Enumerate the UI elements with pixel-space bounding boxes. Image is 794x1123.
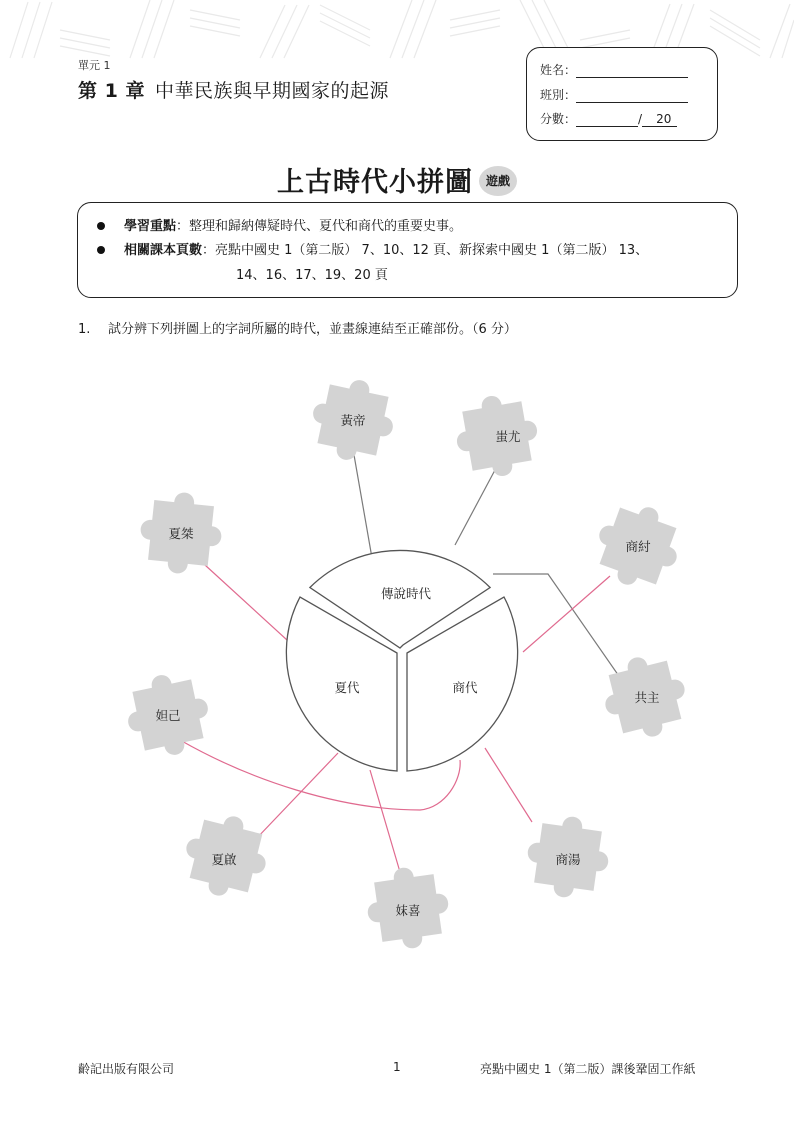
line-chiyou[interactable] <box>455 470 495 545</box>
footer-book-title: 亮點中國史 1（第二版）課後鞏固工作紙 <box>480 1062 696 1076</box>
piece-label-shangzhou: 商紂 <box>625 539 651 554</box>
focus-item-2 <box>124 239 648 258</box>
line-shangzhou[interactable] <box>523 576 610 652</box>
score-slash: / <box>638 112 643 126</box>
piece-label-meixi: 妺喜 <box>395 903 421 918</box>
game-title-text: 上古時代小拼圖 <box>277 167 473 198</box>
class-label: 班別： <box>540 88 577 102</box>
class-field[interactable] <box>576 90 688 103</box>
game-badge: 遊戲 <box>479 166 517 196</box>
sector-label-xia: 夏代 <box>334 680 360 695</box>
question-text: 試分辨下列拼圖上的字詞所屬的時代，並畫線連結至正確部份。（6 分） <box>108 322 517 337</box>
question-1 <box>78 318 517 337</box>
piece-label-xiajie: 夏桀 <box>168 526 194 541</box>
piece-label-huangdi: 黃帝 <box>340 413 366 428</box>
chapter-number: 第 1 章 <box>78 80 145 102</box>
bullet-icon <box>97 222 105 230</box>
piece-label-gonggong: 共主 <box>634 690 660 705</box>
class-row <box>540 86 688 103</box>
bullet-icon <box>97 246 105 254</box>
score-label: 分數： <box>540 112 577 126</box>
sector-label-shang: 商代 <box>452 680 478 695</box>
score-row <box>540 110 677 127</box>
learning-focus-box <box>77 202 738 298</box>
line-shangtang[interactable] <box>485 748 532 822</box>
question-number: 1. <box>78 322 91 337</box>
connecting-lines <box>180 432 630 872</box>
era-circle <box>286 550 517 771</box>
game-title <box>0 160 794 199</box>
sector-label-legend: 傳說時代 <box>380 586 432 601</box>
unit-label: 單元 1 <box>78 59 111 72</box>
focus-item-1-text: ：整理和歸納傳疑時代、夏代和商代的重要史事。 <box>176 219 463 234</box>
line-xiajie[interactable] <box>205 565 287 640</box>
student-info-box <box>526 47 718 141</box>
name-label: 姓名： <box>540 63 577 77</box>
focus-item-2-text: ：亮點中國史 1（第二版） 7、10、12 頁、新探索中國史 1（第二版） 13、 <box>202 243 649 258</box>
focus-item-2-label: 相關課本頁數 <box>124 243 203 258</box>
piece-label-daji: 妲己 <box>155 708 181 723</box>
focus-item-2-continuation: 14、16、17、19、20 頁 <box>236 268 388 283</box>
footer-publisher: 齡記出版有限公司 <box>78 1062 175 1076</box>
piece-label-shangtang: 商湯 <box>555 852 581 867</box>
name-field[interactable] <box>576 65 688 78</box>
line-meixi[interactable] <box>370 770 400 872</box>
name-row <box>540 61 688 78</box>
chapter-name: 中華民族與早期國家的起源 <box>154 80 389 102</box>
chapter-title <box>78 76 389 103</box>
piece-label-chiyou: 蚩尤 <box>495 429 521 444</box>
footer-page-number: 1 <box>393 1060 401 1074</box>
focus-item-1 <box>124 215 462 234</box>
puzzle-diagram <box>0 340 794 980</box>
line-xiaqi[interactable] <box>255 753 338 840</box>
score-field[interactable] <box>576 114 638 127</box>
focus-item-1-label: 學習重點 <box>124 219 177 234</box>
piece-label-xiaqi: 夏啟 <box>211 852 237 867</box>
score-total: 20 <box>642 112 677 127</box>
